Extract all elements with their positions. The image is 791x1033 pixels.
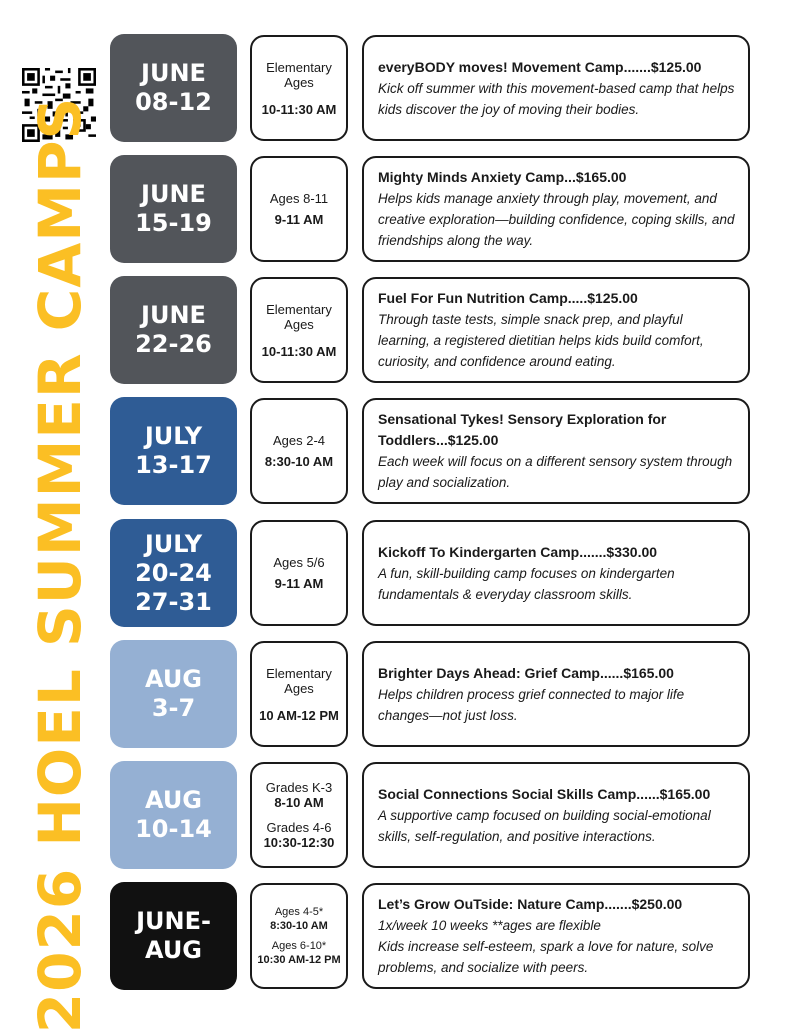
camp-title: Mighty Minds Anxiety Camp...$165.00 [378,169,627,185]
camp-time: 8-10 AM [274,795,324,810]
age-label: Ages 6-10* [271,940,327,952]
camp-title: Kickoff To Kindergarten Camp.......$330.00 [378,543,658,560]
date-month: JULY [144,422,203,450]
age-time-box [250,520,348,626]
camp-row [0,34,791,142]
date-range: AUG [144,936,203,964]
date-badge [110,397,237,505]
date-range: 08-12 [135,88,212,116]
camp-description-box [362,156,750,262]
date-badge [110,761,237,869]
date-badge [110,155,237,263]
date-month: JUNE [141,301,206,329]
date-range: 15-19 [135,209,212,237]
camp-time: 10-11:30 AM [261,343,337,359]
camp-description: Helps kids manage anxiety through play, movement, and creative exploration—building confidence, coping skills, and friendships along the way. [378,191,735,248]
date-month: JUNE [141,180,206,208]
camp-title: Brighter Days Ahead: Grief Camp......$165.00 [378,664,674,681]
age-label: Ages 5/6 [273,555,325,570]
date-badge [110,519,237,627]
camp-row [0,761,791,869]
camp-row [0,882,791,990]
camp-description: A supportive camp focused on building social-emotional skills, self-regulation, and positive interactions. [378,807,711,844]
camp-description: Helps children process grief connected to major life changes—not just loss. [378,686,685,723]
date-badge [110,640,237,748]
camp-title: everyBODY moves! Movement Camp.......$125.00 [378,58,702,75]
camp-time: 10 AM-12 PM [259,707,339,723]
age-time-box [250,641,348,747]
date-range: 10-14 [135,815,212,843]
date-range: 27-31 [135,587,212,616]
date-month: AUG [144,665,203,693]
age-label: Elementary Ages [266,59,332,90]
age-time-box [250,398,348,504]
camp-title: Social Connections Social Skills Camp......$165.00 [378,785,711,802]
age-label: Ages 2-4 [272,433,326,448]
camp-row [0,155,791,263]
age-label: Elementary Ages [266,665,332,696]
camp-title: Sensational Tykes! Sensory Exploration for Toddlers...$125.00 [378,411,667,448]
camp-description-box [362,35,750,141]
age-time-box [250,277,348,383]
age-label: Grades K-3 [265,780,333,795]
camp-row [0,640,791,748]
camp-time: 10:30-12:30 [263,835,335,850]
date-badge [110,34,237,142]
date-range: 20-24 [135,558,212,587]
date-month: JULY [144,529,203,558]
camp-row [0,397,791,505]
camp-time: 9-11 AM [274,212,324,227]
age-label: Ages 8-11 [269,191,329,206]
age-time-box [250,762,348,868]
camp-description: Kick off summer with this movement-based camp that helps kids discover the joy of moving their bodies. [378,80,735,117]
camp-time: 10-11:30 AM [261,101,337,117]
date-range: 13-17 [135,451,212,479]
camp-time: 10:30 AM-12 PM [257,954,341,966]
age-label: Ages 4-5* [274,906,324,918]
date-badge [110,882,237,990]
camp-description: A fun, skill-building camp focuses on kindergarten fundamentals & everyday classroom skills. [378,565,675,602]
date-range: 22-26 [135,330,212,358]
camp-title: Fuel For Fun Nutrition Camp.....$125.00 [378,290,638,306]
camp-note: 1x/week 10 weeks **ages are flexible [378,918,601,933]
camp-description-box [362,277,750,383]
date-month: JUNE- [136,907,211,935]
date-badge [110,276,237,384]
age-time-box [250,156,348,262]
date-month: JUNE [141,59,206,87]
camp-row [0,276,791,384]
camp-description: Kids increase self-esteem, spark a love for nature, solve problems, and socialize with peers. [378,939,714,975]
camp-title: Let’s Grow OuTside: Nature Camp.......$250.00 [378,896,683,912]
camp-time: 9-11 AM [274,576,324,591]
date-month: AUG [144,786,203,814]
camp-row [0,519,791,627]
date-range: 3-7 [151,694,196,722]
side-title: 2026 HOEL SUMMER CAMPS [26,96,94,1033]
camp-description-box [362,762,750,868]
age-label: Grades 4-6 [266,820,332,835]
camp-time: 8:30-10 AM [270,920,328,932]
camp-time: 8:30-10 AM [264,454,334,469]
camp-description-box [362,398,750,504]
age-time-box [250,35,348,141]
age-time-box [250,883,348,989]
age-label: Elementary Ages [266,301,332,332]
camp-description-box [362,641,750,747]
camp-description-box [362,520,750,626]
camp-description: Each week will focus on a different sensory system through play and socialization. [378,454,733,490]
camp-description-box [362,883,750,989]
camp-description: Through taste tests, simple snack prep, and playful learning, a registered dietitian helps kids build comfort, curiosity, and confidence around eating. [378,312,704,369]
